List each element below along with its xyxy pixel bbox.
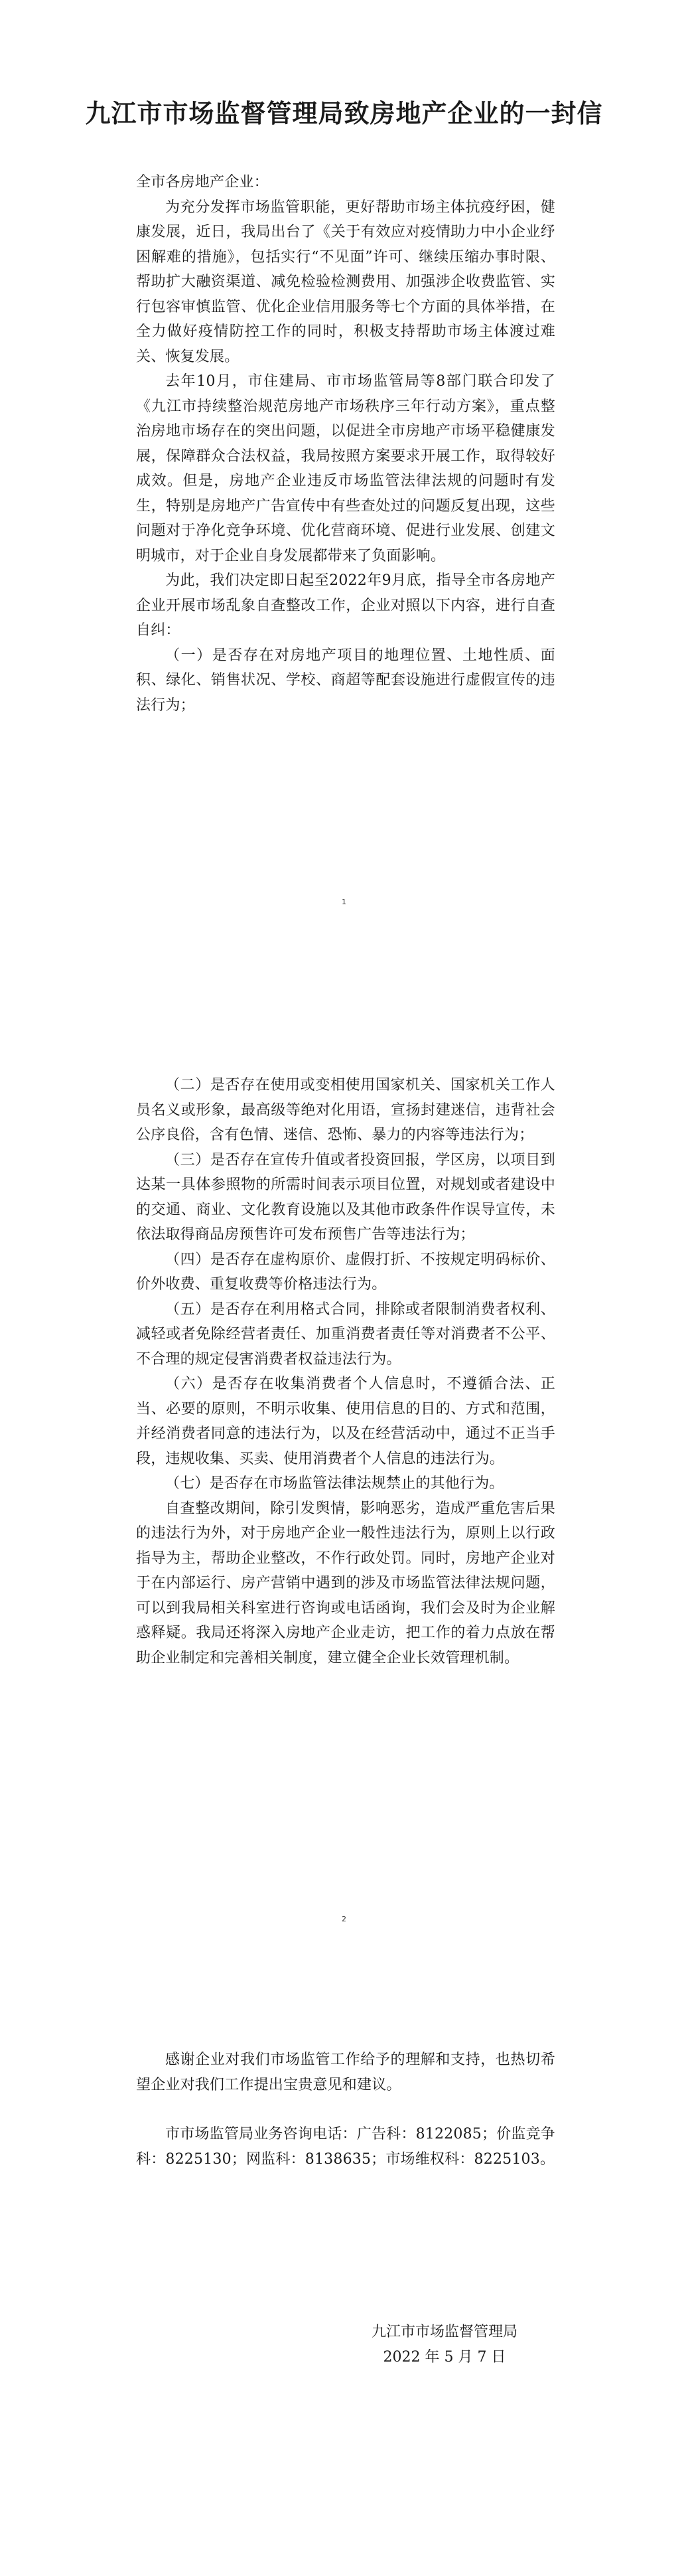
item-5: （五）是否存在利用格式合同，排除或者限制消费者权利、减轻或者免除经营者责任、加重消费者责任等对消费者不公平、不合理的规定侵害消费者权益违法行为。 — [136, 1301, 555, 1368]
paragraph-rectification: 自查整改期间，除引发舆情，影响恶劣，造成严重危害后果的违法行为外，对于房地产企业一般性违法行为，原则上以行政指导为主，帮助企业整改，不作行政处罚。同时，房地产企业对于在内部运行、房产营销中遇到的涉及市场监管法律法规问题，可以到我局相关科室进行咨询或电话函询，我们会及时为企业解惑释疑。我局还将深入房地产企业走访，把工作的着力点放在帮助企业制定和完善相关制度，建立健全企业长效管理机制。 — [136, 1500, 555, 1666]
salutation: 全市各房地产企业： — [136, 174, 269, 191]
item-4: （四）是否存在虚构原价、虚假打折、不按规定明码标价、价外收费、重复收费等价格违法行为。 — [136, 1251, 555, 1293]
signature-date: 2022 年 5 月 7 日 — [383, 2349, 506, 2366]
item-7: （七）是否存在市场监管法律法规禁止的其他行为。 — [165, 1475, 504, 1492]
signature-org: 九江市市场监督管理局 — [371, 2324, 517, 2340]
page-number-2: 2 — [342, 1915, 346, 1923]
page-number-1: 1 — [342, 898, 346, 906]
paragraph-background: 去年10月，市住建局、市市场监管局等8部门联合印发了《九江市持续整治规范房地产市场秩序三年行动方案》，重点整治房地市场存在的突出问题，以促进全市房地产市场平稳健康发展，保障群众合法权益，我局按照方案要求开展工作，取得较好成效。但是，房地产企业违反市场监管法律法规的问题时有发生，特别是房地产广告宣传中有些查处过的问题反复出现，这些问题对于净化竞争环境、优化营商环境、促进行业发展、创建文明城市，对于企业自身发展都带来了负面影响。 — [136, 373, 555, 564]
item-3: （三）是否存在宣传升值或者投资回报，学区房，以项目到达某一具体参照物的所需时间表示项目位置，对规划或者建设中的交通、商业、文化教育设施以及其他市政条件作误导宣传，未依法取得商品房预售许可发布预售广告等违法行为； — [136, 1151, 555, 1243]
paragraph-thanks: 感谢企业对我们市场监管工作给予的理解和支持，也热切希望企业对我们工作提出宝贵意见和建议。 — [136, 2052, 555, 2093]
item-2: （二）是否存在使用或变相使用国家机关、国家机关工作人员名义或形象，最高级等绝对化用语，宣扬封建迷信，违背社会公序良俗，含有色情、迷信、恐怖、暴力的内容等违法行为； — [136, 1077, 555, 1143]
paragraph-contacts: 市市场监管局业务咨询电话：广告科：8122085；价监竞争科：8225130；网监科：8138635；市场维权科：8225103。 — [136, 2126, 555, 2168]
document-title: 九江市市场监督管理局致房地产企业的一封信 — [85, 99, 603, 128]
page-2-body — [136, 1073, 555, 1670]
item-1: （一）是否存在对房地产项目的地理位置、土地性质、面积、绿化、销售状况、学校、商超等配套设施进行虚假宣传的违法行为； — [136, 647, 555, 714]
page-3-body — [136, 2048, 555, 2172]
paragraph-self-check: 为此，我们决定即日起至2022年9月底，指导全市各房地产企业开展市场乱象自查整改工作，企业对照以下内容，进行自查自纠： — [136, 572, 555, 639]
signature-block — [345, 2320, 544, 2370]
page-1-body — [136, 170, 555, 718]
item-6: （六）是否存在收集消费者个人信息时，不遵循合法、正当、必要的原则，不明示收集、使用信息的目的、方式和范围，并经消费者同意的违法行为，以及在经营活动中，通过不正当手段，违规收集、买卖、使用消费者个人信息的违法行为。 — [136, 1376, 555, 1467]
paragraph-intro: 为充分发挥市场监管职能，更好帮助市场主体抗疫纾困，健康发展，近日，我局出台了《关于有效应对疫情助力中小企业纾困解难的措施》，包括实行“不见面”许可、继续压缩办事时限、帮助扩大融资渠道、减免检验检测费用、加强涉企收费监管、实行包容审慎监管、优化企业信用服务等七个方面的具体举措，在全力做好疫情防控工作的同时，积极支持帮助市场主体渡过难关、恢复发展。 — [136, 199, 555, 365]
